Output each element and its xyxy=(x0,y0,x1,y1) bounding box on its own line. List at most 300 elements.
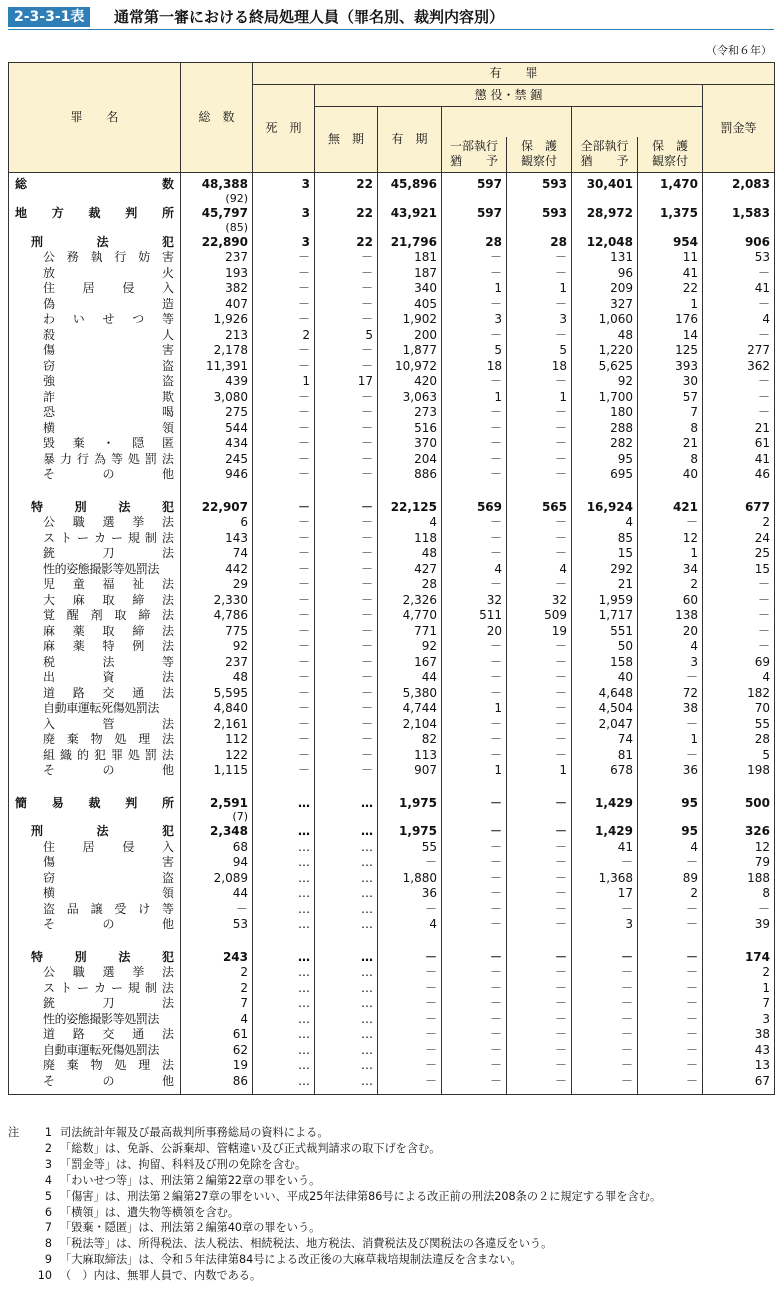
value-cell: … xyxy=(253,824,315,840)
value-cell: － xyxy=(315,250,378,266)
crime-name-cell xyxy=(9,608,181,624)
value-cell: － xyxy=(253,639,315,655)
value-cell: 1,926 xyxy=(181,312,253,328)
value-cell: 21 xyxy=(572,577,638,593)
value-cell: 1 xyxy=(703,981,775,997)
value-cell: － xyxy=(507,328,572,344)
value-cell: 1,975 xyxy=(378,824,442,840)
value-cell: 516 xyxy=(378,421,442,437)
value-cell: － xyxy=(638,855,703,871)
value-cell: － xyxy=(253,670,315,686)
value-cell: － xyxy=(253,531,315,547)
value-cell: 593 xyxy=(507,173,572,194)
value-cell: 2,083 xyxy=(703,173,775,194)
value-cell: － xyxy=(507,732,572,748)
value-cell: 13 xyxy=(703,1058,775,1074)
value-cell: … xyxy=(315,796,378,812)
crime-name-cell xyxy=(9,562,181,578)
value-cell: 143 xyxy=(181,531,253,547)
value-cell: … xyxy=(253,902,315,918)
crime-name: 偽 造 xyxy=(43,296,174,311)
value-cell: － xyxy=(507,639,572,655)
crime-name-cell xyxy=(9,917,181,933)
value-cell: 118 xyxy=(378,531,442,547)
data-table xyxy=(8,62,775,1095)
table-row xyxy=(9,173,775,194)
value-cell: … xyxy=(253,1058,315,1074)
crime-name-cell xyxy=(9,250,181,266)
value-cell: 32 xyxy=(442,593,507,609)
table-row xyxy=(9,500,775,516)
value-cell: － xyxy=(253,562,315,578)
crime-name: 総 数 xyxy=(15,177,174,191)
value-cell: － xyxy=(507,748,572,764)
value-cell: 69 xyxy=(703,655,775,671)
value-cell: － xyxy=(507,1074,572,1095)
value-cell: 86 xyxy=(181,1074,253,1095)
note-item xyxy=(8,1173,778,1189)
crime-name: 刑 法 犯 xyxy=(31,824,174,838)
value-cell: － xyxy=(253,732,315,748)
value-cell: 113 xyxy=(378,748,442,764)
value-cell: － xyxy=(315,405,378,421)
crime-name: 覚 醒 剤 取 締 法 xyxy=(43,608,174,622)
value-cell: － xyxy=(507,824,572,840)
note-item xyxy=(8,1189,778,1205)
crime-name: 刑 法 犯 xyxy=(31,234,174,249)
value-cell: － xyxy=(253,748,315,764)
value-cell: － xyxy=(181,902,253,918)
note-number: 6 xyxy=(44,1205,52,1219)
crime-name: 暴 力 行 為 等 処 罰 法 xyxy=(43,451,174,466)
value-cell: － xyxy=(638,1012,703,1028)
value-cell: 907 xyxy=(378,763,442,779)
value-cell: － xyxy=(507,840,572,856)
table-row xyxy=(9,917,775,933)
table-row xyxy=(9,421,775,437)
value-cell: － xyxy=(507,871,572,887)
table-row xyxy=(9,1012,775,1028)
header-probation-1: 保 護 観察付 xyxy=(507,137,572,173)
acquittal-count: (92) xyxy=(181,193,253,206)
note-text: 「総数」は、免訴、公訴棄却、管轄違い及び正式裁判請求の取下げを含む。 xyxy=(60,1141,441,1155)
note-text: 「横領」は、遺失物等横領を含む。 xyxy=(60,1205,240,1219)
crime-name-cell xyxy=(9,871,181,887)
crime-name-cell xyxy=(9,824,181,840)
note-number: 3 xyxy=(44,1157,52,1171)
value-cell: 60 xyxy=(638,593,703,609)
value-cell: － xyxy=(703,577,775,593)
value-cell: 2,326 xyxy=(378,593,442,609)
header-total: 総 数 xyxy=(181,63,253,173)
crime-name-cell xyxy=(9,624,181,640)
value-cell: 1 xyxy=(442,763,507,779)
value-cell: － xyxy=(315,639,378,655)
value-cell: 17 xyxy=(315,374,378,390)
value-cell: － xyxy=(442,1074,507,1095)
value-cell: － xyxy=(638,1074,703,1095)
table-row xyxy=(9,297,775,313)
value-cell: 1 xyxy=(507,390,572,406)
value-cell: － xyxy=(315,701,378,717)
value-cell: － xyxy=(507,405,572,421)
crime-name: そ の 他 xyxy=(43,763,174,777)
value-cell: － xyxy=(507,686,572,702)
value-cell: 2,178 xyxy=(181,343,253,359)
value-cell: 1 xyxy=(253,374,315,390)
value-cell: － xyxy=(315,467,378,483)
crime-name-cell xyxy=(9,996,181,1012)
value-cell: … xyxy=(315,965,378,981)
table-row xyxy=(9,965,775,981)
value-cell: 1 xyxy=(507,763,572,779)
value-cell: － xyxy=(253,717,315,733)
header-guilty: 有 罪 xyxy=(253,63,775,85)
value-cell: 15 xyxy=(572,546,638,562)
crime-name-cell xyxy=(9,173,181,194)
value-cell: 2 xyxy=(638,886,703,902)
value-cell: － xyxy=(572,902,638,918)
crime-name-cell xyxy=(9,328,181,344)
value-cell: 1,717 xyxy=(572,608,638,624)
value-cell: 22 xyxy=(315,173,378,194)
value-cell: 43,921 xyxy=(378,206,442,222)
value-cell: … xyxy=(253,996,315,1012)
value-cell: … xyxy=(253,871,315,887)
value-cell: － xyxy=(572,981,638,997)
value-cell: 48 xyxy=(378,546,442,562)
value-cell: 4,744 xyxy=(378,701,442,717)
value-cell: 180 xyxy=(572,405,638,421)
value-cell: － xyxy=(442,917,507,933)
value-cell: 1 xyxy=(442,701,507,717)
value-cell: … xyxy=(253,965,315,981)
note-item xyxy=(8,1220,778,1236)
crime-name: 自動車運転死傷処罰法 xyxy=(43,701,160,715)
value-cell: 407 xyxy=(181,297,253,313)
value-cell: － xyxy=(315,500,378,516)
value-cell: 237 xyxy=(181,655,253,671)
crime-name: 横 領 xyxy=(43,420,174,435)
value-cell: 17 xyxy=(572,886,638,902)
crime-name: 性的姿態撮影等処罰法 xyxy=(43,561,160,576)
value-cell: 1 xyxy=(507,281,572,297)
value-cell: － xyxy=(638,981,703,997)
table-row xyxy=(9,871,775,887)
value-cell: 243 xyxy=(181,950,253,966)
acquittal-count: (7) xyxy=(181,811,253,824)
value-cell: 131 xyxy=(572,250,638,266)
value-cell: － xyxy=(703,390,775,406)
value-cell: － xyxy=(507,1012,572,1028)
value-cell: － xyxy=(253,655,315,671)
value-cell: － xyxy=(507,981,572,997)
crime-name: 銃 刀 法 xyxy=(43,546,174,560)
crime-name-cell xyxy=(9,670,181,686)
value-cell: 2 xyxy=(253,328,315,344)
crime-name-cell xyxy=(9,950,181,966)
value-cell: 19 xyxy=(507,624,572,640)
value-cell: － xyxy=(378,981,442,997)
value-cell: 92 xyxy=(378,639,442,655)
value-cell: － xyxy=(507,917,572,933)
table-row xyxy=(9,763,775,779)
value-cell: － xyxy=(638,965,703,981)
value-cell: 125 xyxy=(638,343,703,359)
value-cell: 38 xyxy=(638,701,703,717)
value-cell: 85 xyxy=(572,531,638,547)
crime-name-cell xyxy=(9,886,181,902)
table-row xyxy=(9,855,775,871)
value-cell: … xyxy=(315,1043,378,1059)
value-cell: － xyxy=(442,965,507,981)
value-cell: 12,048 xyxy=(572,235,638,251)
value-cell: － xyxy=(378,902,442,918)
value-cell: 22 xyxy=(315,235,378,251)
value-cell: － xyxy=(442,840,507,856)
header-death: 死 刑 xyxy=(253,85,315,173)
crime-name: 自動車運転死傷処罰法 xyxy=(43,1042,160,1057)
value-cell: － xyxy=(703,405,775,421)
value-cell: 21 xyxy=(638,436,703,452)
value-cell: 8 xyxy=(638,452,703,468)
value-cell: － xyxy=(442,824,507,840)
value-cell: － xyxy=(253,343,315,359)
note-number: 9 xyxy=(44,1253,52,1267)
value-cell: － xyxy=(442,452,507,468)
value-cell: 92 xyxy=(181,639,253,655)
value-cell: － xyxy=(572,1012,638,1028)
crime-name: 麻 薬 特 例 法 xyxy=(43,639,174,653)
acquittal-count: (85) xyxy=(181,222,253,235)
value-cell: － xyxy=(507,250,572,266)
value-cell: － xyxy=(315,748,378,764)
value-cell: － xyxy=(378,855,442,871)
crime-name-cell xyxy=(9,421,181,437)
crime-name-cell xyxy=(9,796,181,812)
value-cell: － xyxy=(442,515,507,531)
value-cell: － xyxy=(378,1027,442,1043)
value-cell: － xyxy=(507,1027,572,1043)
note-text: 「毀棄・隠匿」は、刑法第２編第40章の罪をいう。 xyxy=(60,1221,321,1235)
note-text: 司法統計年報及び最高裁判所事務総局の資料による。 xyxy=(60,1126,329,1139)
crime-name-cell xyxy=(9,748,181,764)
value-cell: 21,796 xyxy=(378,235,442,251)
crime-name: 公 職 選 挙 法 xyxy=(43,515,174,529)
value-cell: 138 xyxy=(638,608,703,624)
header-partial-suspend: 一部執行 猶 予 xyxy=(442,137,507,173)
value-cell: － xyxy=(638,917,703,933)
value-cell: － xyxy=(507,436,572,452)
value-cell: － xyxy=(507,266,572,282)
value-cell: 204 xyxy=(378,452,442,468)
crime-name-cell xyxy=(9,374,181,390)
value-cell: … xyxy=(315,824,378,840)
crime-name: 公 務 執 行 妨 害 xyxy=(43,250,174,264)
value-cell: － xyxy=(315,359,378,375)
value-cell: … xyxy=(315,981,378,997)
value-cell: － xyxy=(253,577,315,593)
value-cell: － xyxy=(253,500,315,516)
value-cell: － xyxy=(507,965,572,981)
value-cell: － xyxy=(442,1027,507,1043)
value-cell: － xyxy=(442,467,507,483)
value-cell: － xyxy=(442,717,507,733)
table-row xyxy=(9,515,775,531)
value-cell: － xyxy=(442,996,507,1012)
value-cell: … xyxy=(315,1012,378,1028)
value-cell: 2 xyxy=(181,965,253,981)
table-row xyxy=(9,1043,775,1059)
value-cell: 1,877 xyxy=(378,343,442,359)
value-cell: 4 xyxy=(638,840,703,856)
value-cell: 200 xyxy=(378,328,442,344)
value-cell: － xyxy=(638,996,703,1012)
table-row xyxy=(9,359,775,375)
note-number: 7 xyxy=(44,1221,52,1235)
table-row xyxy=(9,312,775,328)
value-cell: － xyxy=(442,531,507,547)
value-cell: 55 xyxy=(703,717,775,733)
value-cell: 511 xyxy=(442,608,507,624)
spacer-row xyxy=(9,779,775,796)
table-row xyxy=(9,748,775,764)
value-cell: 509 xyxy=(507,608,572,624)
value-cell: 55 xyxy=(378,840,442,856)
value-cell: 12 xyxy=(638,531,703,547)
value-cell: 3 xyxy=(572,917,638,933)
value-cell: － xyxy=(442,796,507,812)
value-cell: － xyxy=(253,250,315,266)
value-cell: 405 xyxy=(378,297,442,313)
value-cell: 2,591 xyxy=(181,796,253,812)
value-cell: 34 xyxy=(638,562,703,578)
value-cell: 1 xyxy=(442,390,507,406)
table-row xyxy=(9,902,775,918)
value-cell: － xyxy=(253,467,315,483)
table-row xyxy=(9,639,775,655)
value-cell: 20 xyxy=(442,624,507,640)
table-body xyxy=(9,173,775,1095)
value-cell: － xyxy=(442,328,507,344)
value-cell: － xyxy=(703,328,775,344)
value-cell: － xyxy=(507,467,572,483)
header-probation-2: 保 護 観察付 xyxy=(638,137,703,173)
value-cell: 46 xyxy=(703,467,775,483)
value-cell: … xyxy=(253,981,315,997)
value-cell: － xyxy=(638,902,703,918)
crime-name: 窃 盗 xyxy=(43,870,174,885)
value-cell: － xyxy=(703,624,775,640)
value-cell: － xyxy=(572,965,638,981)
value-cell: 22 xyxy=(638,281,703,297)
value-cell: － xyxy=(253,405,315,421)
value-cell: 420 xyxy=(378,374,442,390)
value-cell: 74 xyxy=(572,732,638,748)
note-text: 「傷害」は、刑法第２編第27章の罪をいい、平成25年法律第86号による改正前の刑法208条の２に規定する罪を含む。 xyxy=(60,1189,662,1203)
value-cell: － xyxy=(442,871,507,887)
value-cell: 53 xyxy=(703,250,775,266)
value-cell: 11 xyxy=(638,250,703,266)
value-cell: － xyxy=(315,686,378,702)
value-cell: … xyxy=(315,902,378,918)
value-cell: 28 xyxy=(507,235,572,251)
value-cell: 32 xyxy=(507,593,572,609)
value-cell: － xyxy=(442,1012,507,1028)
value-cell: 61 xyxy=(703,436,775,452)
crime-name-cell xyxy=(9,515,181,531)
value-cell: 62 xyxy=(181,1043,253,1059)
value-cell: 11,391 xyxy=(181,359,253,375)
value-cell: 393 xyxy=(638,359,703,375)
crime-name: 組 織 的 犯 罪 処 罰 法 xyxy=(43,747,174,762)
value-cell: 237 xyxy=(181,250,253,266)
value-cell: 22,125 xyxy=(378,500,442,516)
value-cell: … xyxy=(315,855,378,871)
value-cell: － xyxy=(442,436,507,452)
crime-name: 出 資 法 xyxy=(43,670,174,684)
spacer-row xyxy=(9,483,775,500)
crime-name: そ の 他 xyxy=(43,917,174,931)
value-cell: 1,902 xyxy=(378,312,442,328)
value-cell: － xyxy=(315,577,378,593)
value-cell: 41 xyxy=(572,840,638,856)
table-row xyxy=(9,328,775,344)
value-cell: 61 xyxy=(181,1027,253,1043)
table-row xyxy=(9,467,775,483)
value-cell: 167 xyxy=(378,655,442,671)
page-title: 通常第一審における終局処理人員（罪名別、裁判内容別） xyxy=(114,8,505,26)
crime-name-cell xyxy=(9,266,181,282)
value-cell: 2 xyxy=(703,515,775,531)
crime-name-cell xyxy=(9,281,181,297)
value-cell: － xyxy=(315,732,378,748)
value-cell: 5 xyxy=(315,328,378,344)
value-cell: － xyxy=(442,655,507,671)
value-cell: 288 xyxy=(572,421,638,437)
value-cell: － xyxy=(315,312,378,328)
value-cell: － xyxy=(442,405,507,421)
table-row xyxy=(9,670,775,686)
value-cell: － xyxy=(638,1027,703,1043)
value-cell: 7 xyxy=(638,405,703,421)
value-cell: 906 xyxy=(703,235,775,251)
value-cell: 1,060 xyxy=(572,312,638,328)
note-text: 「税法等」は、所得税法、法人税法、相続税法、地方税法、消費税法及び関税法の各違反をいう。 xyxy=(60,1237,553,1251)
table-row xyxy=(9,1058,775,1074)
value-cell: － xyxy=(253,624,315,640)
crime-name: 地 方 裁 判 所 xyxy=(15,206,174,220)
crime-name-cell xyxy=(9,593,181,609)
value-cell: － xyxy=(442,748,507,764)
crime-name-cell xyxy=(9,546,181,562)
crime-name: 傷 害 xyxy=(43,855,174,869)
value-cell: 41 xyxy=(638,266,703,282)
value-cell: － xyxy=(253,686,315,702)
value-cell: － xyxy=(507,515,572,531)
value-cell: … xyxy=(253,796,315,812)
value-cell: － xyxy=(442,374,507,390)
table-row xyxy=(9,996,775,1012)
value-cell: － xyxy=(703,902,775,918)
value-cell: 1,220 xyxy=(572,343,638,359)
value-cell: 1,470 xyxy=(638,173,703,194)
note-number: 2 xyxy=(44,1141,52,1155)
value-cell: 677 xyxy=(703,500,775,516)
value-cell: － xyxy=(315,717,378,733)
value-cell: … xyxy=(253,1043,315,1059)
table-row xyxy=(9,686,775,702)
